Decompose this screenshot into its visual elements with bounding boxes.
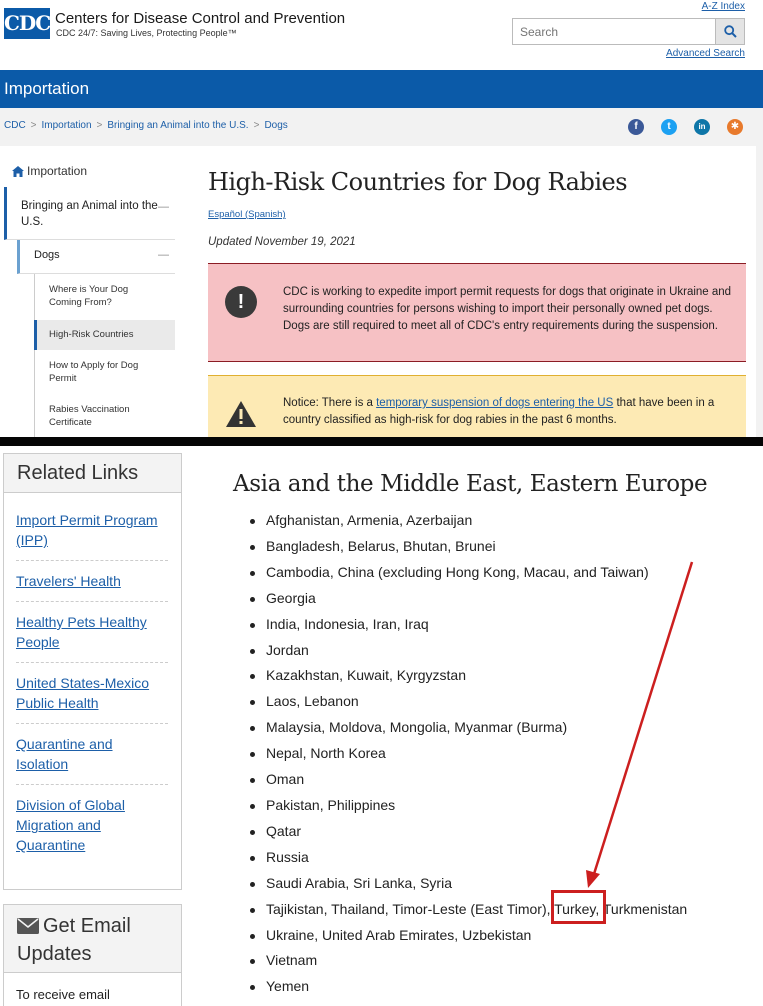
- alert-suspension-text: [283, 395, 738, 429]
- region-heading: Asia and the Middle East, Eastern Europe: [233, 471, 708, 497]
- breadcrumb-separator: >: [96, 120, 103, 131]
- nav-item-label: Dogs: [34, 249, 60, 261]
- section-title-bar: [0, 70, 763, 108]
- country-list-item: Oman: [248, 767, 687, 793]
- country-list-item: Russia: [248, 845, 687, 871]
- collapse-icon[interactable]: —: [158, 249, 169, 261]
- cdc-logo[interactable]: CDC: [4, 8, 50, 39]
- country-list-item: Bangladesh, Belarus, Bhutan, Brunei: [248, 534, 687, 560]
- country-list-item: Jordan: [248, 638, 687, 664]
- breadcrumb-separator: >: [253, 120, 260, 131]
- updated-date: Updated November 19, 2021: [208, 236, 356, 248]
- country-list-item: Afghanistan, Armenia, Azerbaijan: [248, 508, 687, 534]
- warning-icon: [225, 400, 257, 428]
- country-list-item: Georgia: [248, 586, 687, 612]
- alert-text-suffix: that have been in a country classified as high-risk for dog rabies in the past 6 months.: [283, 397, 715, 426]
- home-icon: [12, 166, 24, 177]
- alert-suspension: [208, 375, 746, 437]
- advanced-search-link[interactable]: Advanced Search: [666, 48, 745, 59]
- breadcrumb-item[interactable]: CDC: [4, 120, 26, 131]
- section-title[interactable]: Importation: [4, 79, 90, 98]
- twitter-icon[interactable]: t: [661, 119, 677, 135]
- org-name[interactable]: Centers for Disease Control and Prevention: [55, 10, 346, 27]
- nav-subitem-apply-permit[interactable]: How to Apply for Dog Permit: [34, 350, 175, 394]
- related-link-healthy-pets[interactable]: Healthy Pets Healthy People: [16, 612, 168, 663]
- country-list-item: Ukraine, United Arab Emirates, Uzbekistan: [248, 923, 687, 949]
- suspension-link[interactable]: temporary suspension of dogs entering the US: [376, 397, 614, 409]
- nav-home-label: Importation: [27, 164, 88, 178]
- related-links-title: Related Links: [4, 454, 181, 493]
- nav-subitem-high-risk-active[interactable]: High-Risk Countries: [34, 320, 175, 350]
- alert-ukraine-text: CDC is working to expedite import permit requests for dogs that originate in Ukraine and surrounding countries for persons wishing to import their personally owned pet dogs. Dogs are still required to meet all of CDC's entry requirements during the suspension.: [283, 286, 732, 332]
- annotation-arrow: [0, 446, 763, 1006]
- email-updates-label: Get Email Updates: [17, 915, 131, 965]
- top-screenshot-panel: [0, 0, 763, 437]
- nav-item-bringing-animal[interactable]: [4, 187, 175, 240]
- related-link-travelers-health[interactable]: Travelers' Health: [16, 571, 168, 602]
- nav-subitem-rabies-certificate[interactable]: Rabies Vaccination Certificate: [34, 394, 175, 437]
- language-link[interactable]: Español (Spanish): [208, 209, 286, 220]
- nav-subitem-where-from[interactable]: Where is Your Dog Coming From?: [34, 274, 175, 320]
- nav-item-label: Bringing an Animal into the U.S.: [21, 200, 158, 228]
- main-content: [190, 146, 756, 437]
- nav-home[interactable]: [12, 164, 87, 178]
- alert-ukraine: [208, 263, 746, 362]
- country-list-item: Tajikistan, Thailand, Timor-Leste (East Timor), Turkey, Turkmenistan: [248, 897, 687, 923]
- related-link-quarantine[interactable]: Quarantine and Isolation: [16, 734, 168, 785]
- breadcrumb-item[interactable]: Dogs: [264, 120, 288, 131]
- country-list-item: Vietnam: [248, 948, 687, 974]
- breadcrumb-item[interactable]: Importation: [41, 120, 92, 131]
- search-button[interactable]: [716, 18, 745, 45]
- panel-divider: [0, 437, 763, 446]
- country-list-item: Cambodia, China (excluding Hong Kong, Macau, and Taiwan): [248, 560, 687, 586]
- related-link-ipp[interactable]: Import Permit Program (IPP): [16, 510, 168, 561]
- country-list-item: Nepal, North Korea: [248, 741, 687, 767]
- related-link-us-mexico[interactable]: United States-Mexico Public Health: [16, 673, 168, 724]
- linkedin-icon[interactable]: in: [694, 119, 710, 135]
- org-tagline: CDC 24/7: Saving Lives, Protecting People™: [56, 28, 237, 38]
- search-input[interactable]: [512, 18, 716, 45]
- related-link-dgmq[interactable]: Division of Global Migration and Quarantine: [16, 797, 125, 853]
- left-nav: [0, 146, 190, 437]
- collapse-icon[interactable]: —: [158, 201, 169, 213]
- country-list-item: India, Indonesia, Iran, Iraq: [248, 612, 687, 638]
- page-title: High-Risk Countries for Dog Rabies: [208, 168, 628, 196]
- country-list-item: Malaysia, Moldova, Mongolia, Myanmar (Burma): [248, 715, 687, 741]
- nav-item-dogs[interactable]: [17, 240, 175, 274]
- country-list-item: Kazakhstan, Kuwait, Kyrgyzstan: [248, 663, 687, 689]
- az-index-link[interactable]: A-Z Index: [701, 1, 745, 12]
- bottom-screenshot-panel: [0, 446, 763, 1006]
- breadcrumb-separator: >: [30, 120, 37, 131]
- country-list-item: Saudi Arabia, Sri Lanka, Syria: [248, 871, 687, 897]
- alert-text-prefix: Notice: There is a: [283, 397, 377, 409]
- email-updates-text: To receive email: [16, 987, 110, 1002]
- breadcrumb-item[interactable]: Bringing an Animal into the U.S.: [107, 120, 249, 131]
- syndicate-icon[interactable]: ✱: [727, 119, 743, 135]
- site-header: [0, 0, 763, 70]
- country-list-item: Qatar: [248, 819, 687, 845]
- exclamation-icon: !: [225, 286, 257, 318]
- country-list-item: Pakistan, Philippines: [248, 793, 687, 819]
- country-list-item: Laos, Lebanon: [248, 689, 687, 715]
- country-list-item: Yemen: [248, 974, 687, 1000]
- facebook-icon[interactable]: f: [628, 119, 644, 135]
- search-icon: [724, 25, 737, 38]
